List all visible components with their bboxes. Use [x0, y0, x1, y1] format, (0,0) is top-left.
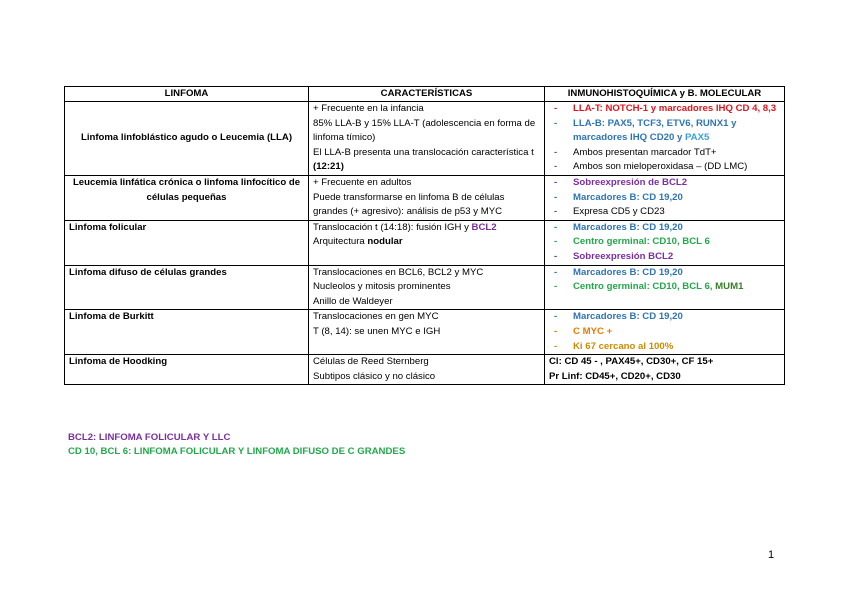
row-ihq	[545, 102, 785, 176]
list-item: - Marcadores B: CD 19,20	[554, 266, 683, 278]
table-row	[65, 265, 785, 310]
car-line: Arquitectura nodular	[313, 236, 403, 248]
row-name: Linfoma de Hoodking	[65, 355, 309, 385]
car-line: Translocaciones en gen MYC	[313, 311, 439, 323]
header-linfoma: LINFOMA	[65, 87, 309, 102]
list-item: - Ki 67 cercano al 100%	[554, 340, 674, 352]
list-item: - Centro germinal: CD10, BCL 6	[554, 236, 710, 248]
car-line: Subtipos clásico y no clásico	[313, 370, 436, 382]
table-row	[65, 220, 785, 265]
list-item: - Sobreexpresión de BCL2	[554, 176, 688, 188]
table-row	[65, 175, 785, 220]
list-item: - Ambos presentan marcador TdT+	[554, 146, 717, 158]
row-caracteristicas	[309, 175, 545, 220]
row-ihq	[545, 310, 785, 355]
list-item: - LLA-T: NOTCH-1 y marcadores IHQ CD 4, 8,3	[554, 103, 777, 114]
row-caracteristicas	[309, 265, 545, 310]
car-line: + Frecuente en adultos	[313, 176, 412, 188]
table-row	[65, 102, 785, 176]
footnote-cd10: CD 10, BCL 6: LINFOMA FOLICULAR Y LINFOMA DIFUSO DE C GRANDES	[68, 446, 406, 457]
car-line: 85% LLA-B y 15% LLA-T (adolescencia en forma de linfoma tímico)	[313, 117, 536, 144]
row-ihq	[545, 175, 785, 220]
lymphoma-table	[64, 86, 785, 385]
row-caracteristicas	[309, 355, 545, 385]
table-header-row	[65, 87, 785, 102]
car-line: Anillo de Waldeyer	[313, 295, 393, 307]
car-line: T (8, 14): se unen MYC e IGH	[313, 325, 441, 337]
footnote-bcl2: BCL2: LINFOMA FOLICULAR Y LLC	[68, 432, 231, 443]
ihq-line: Pr Linf: CD45+, CD20+, CD30	[549, 370, 681, 382]
car-line: + Frecuente en la infancia	[313, 103, 424, 114]
list-item: - Ambos son mieloperoxidasa – (DD LMC)	[554, 161, 748, 173]
row-caracteristicas	[309, 102, 545, 176]
row-name: Linfoma difuso de células grandes	[65, 265, 309, 310]
row-name: Linfoma de Burkitt	[65, 310, 309, 355]
row-caracteristicas	[309, 310, 545, 355]
table-row	[65, 355, 785, 385]
list-item: - Centro germinal: CD10, BCL 6, MUM1	[554, 281, 744, 293]
row-name: Linfoma folicular	[65, 220, 309, 265]
list-item: - Sobreexpresión BCL2	[554, 250, 674, 262]
ihq-line: Cl: CD 45 - , PAX45+, CD30+, CF 15+	[549, 356, 714, 368]
list-item: - LLA-B: PAX5, TCF3, ETV6, RUNX1 y marcadores IHQ CD20 y PAX5	[554, 117, 737, 144]
row-name: Leucemia linfática crónica o linfoma linfocítico de células pequeñas	[65, 175, 309, 220]
car-line: El LLA-B presenta una translocación característica t (12:21)	[313, 146, 534, 173]
list-item: - Expresa CD5 y CD23	[554, 206, 665, 218]
car-line: Puede transformarse en linfoma B de células grandes (+ agresivo): análisis de p53 y MYC	[313, 191, 505, 218]
list-item: - Marcadores B: CD 19,20	[554, 311, 683, 323]
car-line: Translocación t (14:18): fusión IGH y BCL2	[313, 221, 497, 233]
header-inmunohistoquimica: INMUNOHISTOQUÍMICA y B. MOLECULAR	[545, 87, 785, 102]
row-ihq	[545, 355, 785, 385]
list-item: - Marcadores B: CD 19,20	[554, 221, 683, 233]
table-row	[65, 310, 785, 355]
row-caracteristicas	[309, 220, 545, 265]
row-ihq	[545, 220, 785, 265]
car-line: Células de Reed Sternberg	[313, 356, 429, 368]
page-number: 1	[768, 549, 775, 561]
row-ihq	[545, 265, 785, 310]
list-item: - Marcadores B: CD 19,20	[554, 191, 683, 203]
car-line: Nucleolos y mitosis prominentes	[313, 281, 451, 293]
header-caracteristicas: CARACTERÍSTICAS	[309, 87, 545, 102]
list-item: - C MYC +	[554, 325, 613, 337]
car-line: Translocaciones en BCL6, BCL2 y MYC	[313, 266, 484, 278]
row-name: Linfoma linfoblástico agudo o Leucemia (LLA)	[65, 102, 309, 176]
